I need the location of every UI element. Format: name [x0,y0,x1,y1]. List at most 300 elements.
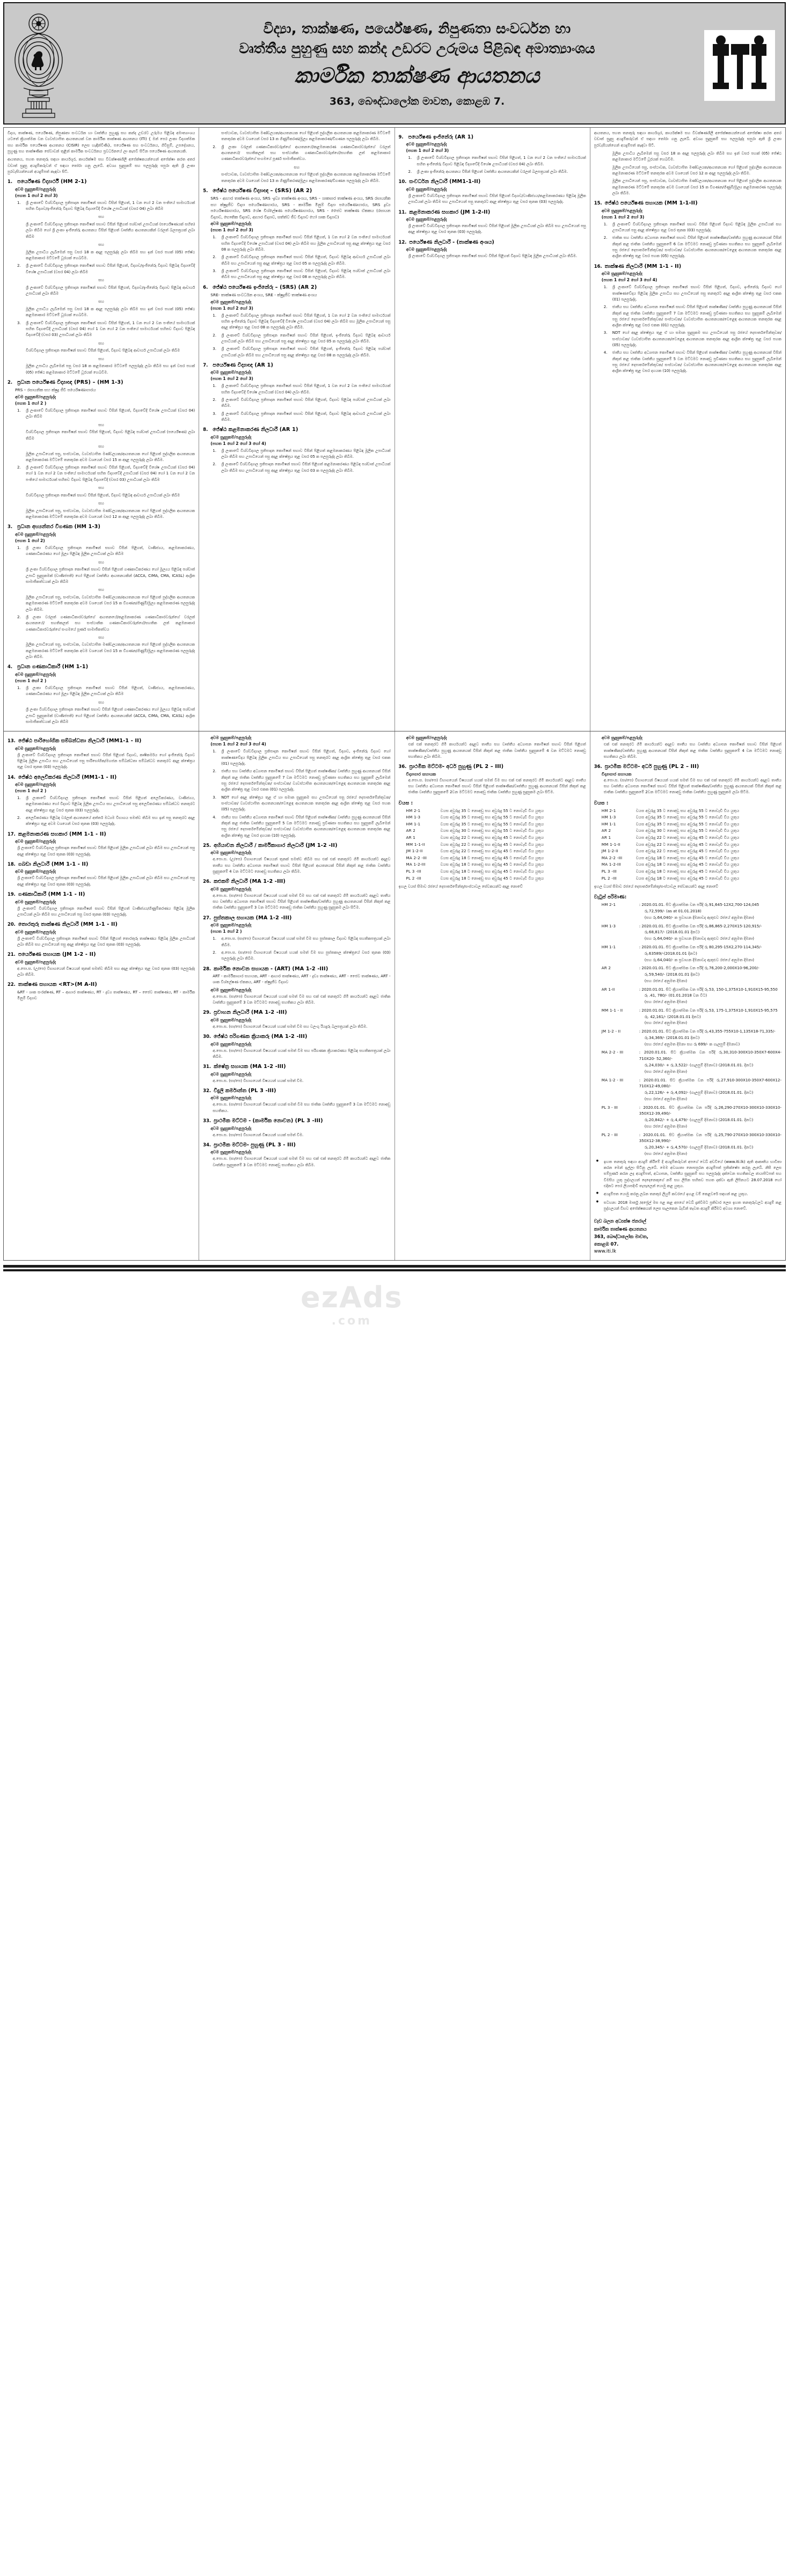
qualification-label: අවම සුදුසුකම්/පළපුරුද්ද [601,735,642,741]
age-row: HM 1-3 වයස අවුරුදු 35 ට නොඅඩු සහ අවුරුදු 55 ට නොවැඩි විය යුතුය [406,815,544,820]
qualification-text: ශ්‍රී ලංකාවේ විශ්වවිද්‍යාල ප්‍රතිපාදන කොමිෂන් සභාව විසින් පිළිගත් මූලික උපාධියක් ලබා තිබීම සහ උපාධියෙන් පසු අදාළ ක්ෂේත්‍රය තුළ වසර තුනක (03) පලපුරුද්ද. [408,224,586,235]
job-heading [399,209,586,216]
list-item: 2. ශ්‍රී ලංකා ඉංජිනේරු ආයතනය විසින් පිළිගත් වෘත්තීය ආයතනයකින් වරලත් බලපත්‍රයක් ලබා තිබීම. [408,170,568,174]
qualification-label: අවම සුදුසුකම්/පළපුරුද්ද [210,886,252,891]
job-title: කළමනාකරණ සහකාර (JM 1-2-II) [409,209,491,215]
footer-bar-3 [3,1269,786,1271]
qualification-text: ART - කාර්මිකාගාර සහායක, ART - ආහාර තාක්ෂණය, ART - ද්‍රව්‍ය තාක්ෂණය, ART - ජෛව තාක්ෂණය, ART - ශාක විශ්ලේෂණ ඒකකය, ART - ක්ෂුද්‍රජීව විද්‍යාව [213,974,391,985]
job-number: 20. [8,921,16,927]
qualification-label: අවම සුදුසුකම්/පළපුරුද්ද [210,1125,252,1131]
job-heading [203,362,390,369]
qualification-text: අ.පො.ස. (සා/පෙ) විභාගයෙන් විෂයයන් හයක් සමත් වීම සහ එක් එක් තනතුරට ගිමි කාර්යයන්ට අදාළව ජාතික වෘත්තීය සුදුසුකමේ 3 වන මට්ටමට නොඅඩු සහතිකය ලබා තිබීම. [213,994,391,1005]
list-item: 2. ශ්‍රී ලංකා වරලත් ගණකාධිකාරවරුන්ගේ ආයතනයේ/කළමනාකරණ ගණකාධිකාරවරුන්ගේ වරලත් ආයතනයේ/ සහතිකලත් සහ සංස්ථානික ගණකාධිකාරවරුන්ගේ/සහතික ලත් කළමනාකාර ගණකාධිකාරවරුන්ගේ සංගමයේ පූර්ණ සාමාජිකත්වය. [213,144,391,162]
salary-table [602,902,781,1157]
job-number: 15. [594,200,602,206]
list-item-alt: සහ විශ්වවිද්‍යාල ප්‍රතිපාදන කොමිෂන් සභාව විසින් පිළිගත්, විද්‍යාව පිළිබඳ ආචාර්ය උපාධියක් ලබා තිබීම සහ මූලික උපාධිය ලැබීමෙන් පසු වසර 18 ක කළමනාකාර මට්ටමේ පලපුරුද්ද ලබා තිබීම සහ ඉන් වසර පහක් (05) ජේෂ්ඨ කළමනාකාර මට්ටමේ ධූරයක් හෙබවීම. [26,340,195,375]
option-line: (පහත 1 හෝ 2 හෝ 3 හෝ 4) [601,277,658,283]
qualification-text: එක් එක් තනතුරට ගිමි කාර්යයන්ට අදාළව තාතීය සහ වෘත්තීය අධ්‍යාපන කොමිෂන් සභාව විසින් පිළිගත් තාක්ෂණික/වෘත්තීය පුහුණු ආයතනයක් විසින් නිකුත් කළ ජාතික වෘත්තීය සුදුසුකමේ 4 වන මට්ටමට නොඅඩු සහතිකය ලබා තිබීම. [603,742,781,759]
job-title: තාක්ෂණ සහායක <RT>(M A-II) [18,982,98,988]
qualification-text: ශ්‍රී ලංකාවේ විශ්වවිද්‍යාල ප්‍රතිපාදන කොමිෂන් සභාව විසින් පිළිගත් විද්‍යාව, කෘෂිකර්මය හෝ ඉංජිනේරු විද්‍යාව පිළිබඳ මූලික උපාධිය සහ උපාධියෙන් පසු පාරිභෝගික/මහජන සම්බන්ධතා සම්බන්ධව තනතුරට අදාළ ක්ෂේත්‍රය තුළ වසර තුනක (03) පලපුරුද්ද. [17,752,195,770]
list-item: 4. ජාතීය සහ වෘත්තීය අධ්‍යාපන කොමිෂන් සභාව විසින් පිළිගත් තාක්ෂණික/ වෘත්තීය පුහුණු ආයතනයක් විසින් නිකුත් කළ ජාතික වෘත්තීය සුදුසුකමේ 5 වන මට්ටමට නොඅඩු ප්‍රවීණතා සහතිකය සහ සුදුසුකම් ලැබීමෙන් පසු රජයේ දෙපාර්තමේන්තුවක/ සංස්ථාවක/ ව්‍යවස්ථාපිත ආයතනයක/වෙළෙඳ ආයතනයක තනතුරක අදාළ ආශ්‍රිත ක්ෂේත්‍ර තුළ වසර දහයක (10) පලපුරුද්ද. [213,815,391,838]
institute-name: කාර්මික තාක්ෂණ ආයතනය [294,63,540,88]
list-item: 1. ශ්‍රී ලංකා විශ්වවිද්‍යාල ප්‍රතිපාදන කොමිෂන් සභාව විසින් පිළිගත්, වාණිජ්‍යය, කළමනාකරණය, ගණකාධිකරණය හෝ මූල්‍ය පිළිබඳ මූලික උපාධියක් ලබා තිබීම [17,685,195,697]
job-heading [203,1118,390,1124]
qualification-text: එක් එක් තනතුරට ගිමි කාර්යයන්ට අදාළව තාතීය සහ වෘත්තීය අධ්‍යාපන කොමිෂන් සභාව විසින් පිළිගත් තාක්ෂණික/වෘත්තීය පුහුණු ආයතනයක් විසින් නිකුත් කළ ජාතික වෘත්තීය සුදුසුකමේ 4 වන මට්ටමට නොඅඩු සහතිකය ලබා තිබීම. [408,742,586,759]
salary-row: PL 2 - III : 2020.01.01. සිට ක්‍රියාත්මක වන පරිදි රු.25,790-270X10-300X10-330X10-350X12-38,990/- රු.20,345/- + රු.4,570/- (ගැලපුම් දීමනාව) (2018.01.01. දිනට) (සහ රජයේ අනුමත දීමනා) [601,1132,781,1156]
job-title: විදුලි කර්මාන්ත (PL 3 -III) [214,1088,276,1094]
job-heading [8,179,195,185]
list-item: ● අයදුම්පත යොමු කරනු ලබන තනතුර ලියුම් කවරයේ ඉහළ වම් කෙළවරේ සඳහන් කළ යුතුය. [594,1191,781,1197]
job-number: 25. [203,842,211,848]
content-band-bottom [3,731,786,1261]
job-heading [8,664,195,670]
list-item: 1. ශ්‍රී ලංකා විශ්වවිද්‍යාල ප්‍රතිපාදන කොමිෂන් සභාව විසින් පිළිගත්, වාණිජ්‍යය, කළමනාකරණය, ගණකාධිකරණය හෝ මූල්‍ය පිළිබඳ මූලික උපාධියක් ලබා තිබීම [17,545,195,557]
job-heading [203,1064,390,1070]
job-heading [203,188,390,194]
job-title: පර්යේෂණ සහායක (JM 1-2 - II) [18,952,96,958]
watermark: ezAds .com [301,1280,403,1328]
qualification-label: අවම සුදුසුකම්/පළපුරුද්ද [210,735,252,741]
list-item: 3. ශ්‍රී ලංකාවේ විශ්වවිද්‍යාල ප්‍රතිපාදන කොමිෂන් සභාව විසින් පිළිගත්, විද්‍යාව පිළිබඳ පශ්චාත් උපාධියක් ලබා තිබීම සහ උපාධියෙන් පසු අදාළ ක්ෂේත්‍රය තුළ වසර 08 ක පලපුරුද්ද ලබා තිබීම. [213,268,391,280]
job-title: පර්යේෂණ විද්‍යාර්ථී (HM 2-1) [17,179,87,185]
qualification-label: අවම සුදුසුකම්/පළපුරුද්ද [210,923,252,928]
qualification-label: අවම සුදුසුකම්/පළපුරුද්ද [210,987,252,992]
job-number: 19. [8,891,16,897]
job-title: තාක්ෂණ නිලධාරී (MM 1-1 - II) [604,263,682,269]
job-title: පුස්තකාල සහායක (MA 1-2 -III) [214,914,292,921]
job-title: ප්‍රවාහන නිලධාරී (MA 1-2 -III) [214,1009,287,1016]
list-item: ● සටහන: 2018 මාර්තු /අප්‍රේල් මස පළ කළ අපගේ වෙබ් දැන්වීමට ප්‍රතිචාර ලෙස ඉහත තනතුරුවලට අයදුම් කළ පුද්ගලයන් විභව අපේක්ෂකයන් ලෙස සැලකෙන බැවින් තැවත අයදුම් කිරීමට අවශ්‍ය නොවේ. [594,1200,781,1212]
continuation-note: ආයතනය, පහත තනතුරු සඳහා කාර්යශූර, කාර්යක්ෂම සහ විවක්ෂණශීලී අපේක්ෂකයන්ගෙන් අපේක්ෂා කරත අතර වඩාත් සුදුසු අයදුම්කරුවන් ඒ සඳහා තෝරා ගනු ලැබේ. අවශ්‍ය සුදුසුකම් සහ පලපුරුද්ද සපුරා ඇති ශ්‍රී ලංකා පුරවැසියන්ගෙන් අයදුම්පත් කැඳවා සිටී. [594,131,781,148]
intro-paragraph-1: විද්‍යා, තාක්ෂණ, පර්යේෂණ, නිපුණතා සංවර්ධන හා වෘත්තීය පුහුණු සහ කන්ද උඩරට උරුමය පිළිබඳ අමාත්‍යාංශය යටතේ ක්‍රියාත්මක වන ව්‍යවස්ථාපිත ආයතනයක් වන කාර්මික තාක්ෂණ ආයතනය (ITI) { මන් පෙර ලංකා විද්‍යාත්මක සහ කාර්මික පර්යේෂණ ආයතනය (CISIR) ලෙස හැඳින්විණි}, පර්යේෂණ සහ සංවර්ධනය, ගිවිසුම්, උපදේශනය, පුහුණු සහ තාක්ෂණික සේවාවන් තුළින් කාර්මික සංවර්ධනය ප්‍රවර්ධනයේ ලා කැපවී සිටින පර්යේෂණ ආයතනයකි. [8,131,195,153]
column-3-bottom [395,731,590,1260]
job-number: 5. [203,187,208,193]
list-item: 2. ශ්‍රී ලංකාවේ විශ්වවිද්‍යාල ප්‍රතිපාදන කොමිෂන් සභාව විසින් පිළිගත්, ඉංජිනේරු විද්‍යාව පිළිබඳ ආචාර්ය උපාධියක් ලබා තිබීම සහ උපාධියෙන් පසු අදාළ ක්ෂේත්‍රය තුළ වසර 05 ක පලපුරුද්ද ලබා තිබීම. [213,333,391,343]
age-row: HM 1-3 වයස අවුරුදු 35 ට නොඅඩු සහ අවුරුදු 55 ට නොවැඩි විය යුතුය [601,815,740,820]
option-line: (පහත 1 හෝ 2 ) [15,400,47,406]
age-row: PL 3 -III වයස අවුරුදු 18 ට නොඅඩු සහ අවුරුදු 45 ට නොවැඩි විය යුතුය [601,869,740,874]
qualification-list [203,383,390,423]
job-title: ගණකාධිකාරී (MM 1-1 - II) [18,891,85,898]
job-heading [8,379,195,386]
job-number: 21. [8,952,16,957]
list-item: 2. ජාතීය සහ වෘත්තීය අධ්‍යාපන කොමිෂන් සභාව විසින් පිළිගත් තාක්ෂණික/ වෘත්තීය පුහුණු ආයතනයක් විසින් නිකුත් කළ ජාතික වෘත්තීය සුදුසුකමේ 7 වන මට්ටමට නොඅඩු ප්‍රවීණතා සහතිකය සහ සුදුසුකම් ලැබීමෙන් පසු රජයේ දෙපාර්තමේන්තුවක/ සංස්ථාවක/ ව්‍යවස්ථාපිත ආයතනයක/වෙළෙඳ ආයතනයක තනතුරක අදාළ ආශ්‍රිත ක්ෂේත්‍ර තුළ වසර එකක (01) පලපුරුද්ද. [603,305,781,328]
job-title: ජේෂ්ඨ අලෙවිකරණ නිලධාරී (MM1-1 - II) [18,774,117,780]
qualification-list [203,313,390,358]
list-item-alt: සහ සංස්ථාවක, ව්‍යවස්ථාපිත මණ්ඩලයක/ආයතනයක හෝ පිළිගත් පුද්ගලික ආයතනයක කළමනාකරණ මට්ටමේ තනතුරක අවම වශයෙන් වසර 13 ක ගිණුම්කරණ/මූල්‍ය කළමනාකරණ/විගණන පලපුරුද්ද ලබා තිබීම. [221,164,391,183]
job-number: 32. [203,1088,211,1094]
list-item: 2. ජාතික සහ වෘත්තීය අධ්‍යාපන කොමිෂන් සභාව විසින් පිළිගත් තාක්ෂණික/වෘත්තීය පුහුණු ආයතනයක් විසින් නිකුත් කළ ජාතික වෘත්තීය සුදුසුකමේ 6 වන මට්ටමට නොඅඩු ප්‍රවීණතා සහතිකය සහ සුදුසුකම් ලැබීමෙන් පසු රජයේ දෙපාර්තමේන්තුවක/ සංස්ථාවක/ ව්‍යවස්ථාපිත ආයතනයක/වෙළෙඳ ආයතනයක තනතුරක අදාළ ආශ්‍රිත ක්ෂේත්‍ර තුළ වසර පහක (05) පලපුරුද්ද. [603,236,781,259]
age-row: MA 2-2 -III වයස අවුරුදු 18 ට නොඅඩු සහ අවුරුදු 45 ට නොවැඩි විය යුතුය [601,855,740,860]
job-heading [203,284,390,291]
job-number: 36. [594,764,602,770]
job-number: 7. [203,362,208,368]
job-number: 12. [398,239,407,245]
list-item: 4. ජාතීය සහ වෘත්තීය අධ්‍යාපන කොමිෂන් සභාව විසින් පිළිගත් තාක්ෂණික/ වෘත්තීය පුහුණු ආයතනයක් විසින් නිකුත් කළ ජාතික වෘත්තීය සුදුසුකමේ 5 වන මට්ටමට නොඅඩු ප්‍රවීණතා සහතිකය සහ සුදුසුකම් ලැබීමෙන් පසු රජයේ දෙපාර්තමේන්තුවක/ සංස්ථාවක/ ව්‍යවස්ථාපිත ආයතනයක/වෙළෙඳ ආයතනයක තනතුරක අදාළ ආශ්‍රිත ක්ෂේත්‍ර තුළ වසර දහයක (10) පලපුරුද්ද. [603,350,781,374]
age-row: HM 1-1 වයස අවුරුදු 35 ට නොඅඩු සහ අවුරුදු 55 ට නොවැඩි විය යුතුය [601,821,740,826]
age-row: AR 2 වයස අවුරුදු 30 ට නොඅඩු සහ අවුරුදු 55 ට නොවැඩි විය යුතුය [406,828,544,833]
signoff-block [594,1217,781,1256]
age-heading: වයස : [594,800,609,806]
list-item: 3. ශ්‍රී ලංකාවේ විශ්වවිද්‍යාල ප්‍රතිපාදන කොමිෂන් සභාව විසින් පිළිගත්, ඉංජිනේරු විද්‍යාව පිළිබඳ පශ්චාත් උපාධියක් ලබා තිබීම සහ උපාධියෙන් පසු අදාළ ක්ෂේත්‍රය තුළ වසර 08 ක පලපුරුද්ද ලබා තිබීම. [213,347,391,357]
job-title: ප්‍රධාන අභ්‍යන්තර විගණක (HM 1-3) [17,524,101,530]
list-item: ● ඉහත තනතුරු සඳහා අයදුම් කිරීමේ දී අයදුම්කරුවන් අපගේ වෙබ් අඩවියේ (www.iti.lk) ඇති ආකෘතිය භාවිතා කරන මෙන් ඉල්ලා සිටිනු ලැබේ. මෙම අවශ්‍යතා නොසපුරන අයදුම්පත් ප්‍රතික්ෂේප කරනු ලැබේ. නිසි ලෙස සම්පූර්ණ කරන ලද අයදුම්පත්, අධ්‍යාපන, වෘත්තීය සුදුසුකම් සහ පලපුරුද්ද දක්වෙන සහතිකවල ඡායාපිටපත් සහ විමසිය යුතු පුද්ගලයන් දෙදෙනෙකුගේ නම් සහ ලිපින සහිතව පහත දක්වා ඇති ලිපිනයට 28.07.2018 හෝ එදිනට පෙර ලියාපදිංචි තැපෑලෙන් යොමු කළ යුතුය. [594,1159,781,1190]
column-1 [4,128,199,731]
qualification-label: අවම සුදුසුකම්/පළපුරුද්ද [15,782,56,787]
age-row: MA 1-2-III වයස අවුරුදු 18 ට නොඅඩු සහ අවුරුදු 45 ට නොවැඩි විය යුතුය [406,862,544,867]
signoff-institute: කාර්මික තාක්ෂණ ආයතනය [594,1226,647,1232]
option-line: (පහත 1 හෝ 2 ) [15,788,47,794]
iti-logo-icon [704,30,775,101]
qualification-label: අවම සුදුසුකම්/පළපුරුද්ද [210,1095,252,1101]
qualification-label: අවම සුදුසුකම්/පළපුරුද්ද [210,1150,252,1155]
job-title: පර්යේෂණ නිලධාරී - (තාක්ෂණ අංශය) [409,239,494,245]
qualification-label: අවම සුදුසුකම්/පළපුරුද්ද [210,434,252,440]
job-heading [203,843,390,849]
age-heading: වයස : [398,800,413,806]
list-item: 3. ශ්‍රී ලංකාවේ විශ්වවිද්‍යාල ප්‍රතිපාදන කොමිෂන් සභාව විසින් පිළිගත්, 1 වන හෝ 2 වන පංතියේ සාමාර්ථයක් සහිත විද්‍යාවේදී උපාධියක් (වසර 04) හෝ 1 වන හෝ 2 වන පංතියේ සාමාර්ථයක් සහිතව විද්‍යාව පිළිබඳ විද්‍යාවේදී (වසර 03) උපාධියක් ලබා තිබීම [17,320,195,338]
job-heading [594,200,781,207]
job-heading [594,264,781,270]
job-number: 22. [8,982,16,987]
job-title: ජේෂ්ඨ කළමනාකරණ නිලධාරී (AR 1) [213,427,298,433]
continuation-note-3: මූලික උපාධියෙන් පසු, සංස්ථාවක, ව්‍යවස්ථාපිත මණ්ඩලයක/ආයතනයක හෝ පිළිගත් පුද්ගලික ආයතනයක කළමනාකරණ මට්ටමේ තනතුරක අවම වශයෙන් වසර 12 ක අදාළ පලපුරුද්ද ලබා තිබීම. [612,165,781,175]
signoff-street: 363, බෞද්ධාලෝක මාවත, [594,1233,648,1239]
salary-row: MA 1-2 - III : 2020.01.01. සිට ක්‍රියාත්මක වන පරිදි රු.27,910-300X10-350X7-600X12-710X12-49,080/- රු.22,126/- + රු.4,092/- (ගැලපුම් දීමනාව) (2018.01.01. දිනට) (සහ රජයේ අනුමත දීමනා) [601,1077,781,1101]
list-item: 1. ශ්‍රී ලංකාවේ විශ්වවිද්‍යාල ප්‍රතිපාදන කොමිෂන් සභාව විසින් පිළිගත් කළමනාකරණය පිළිබඳ මූලික උපාධියක් ලබා තිබීම සහ උපාධියෙන් පසු අදාළ ක්ෂේත්‍රය තුළ වසර 05 ක පලපුරුද්ද ලබා තිබීම. [213,448,391,459]
job-number: 6. [203,284,208,290]
qualification-label: අවම සුදුසුකම්/පළපුරුද්ද [210,370,252,375]
option-line: (පහත 1 හෝ 2 හෝ 3) [210,376,253,382]
age-table [406,808,586,882]
salary-heading: වැටුප් පරිමාණ: [594,894,627,901]
qualification-label: අවම සුදුසුකම්/පළපුරුද්ද [210,1071,252,1077]
job-number: 4. [8,664,13,670]
salary-row: PL 3 - III : 2020.01.01. සිට ක්‍රියාත්මක වන පරිදි රු.26,290-270X10-300X10-330X10-350X12-39,490/- රු.20,842/- + රු.4,479/- (ගැලපුම් දීමනාව) (2018.01.01. දිනට) (සහ රජයේ අනුමත දීමනා) [601,1104,781,1129]
job-number: 18. [8,861,16,867]
qualification-text: ශ්‍රී ලංකාවේ විශ්වවිද්‍යාල ප්‍රතිපාදන කොමිෂන් සභාව විසින් පිළිගත් මූලික උපාධියක් ලබා තිබීම සහ උපාධියෙන් පසු අදාළ ක්ෂේත්‍රය තුළ වසර තුනක (03) පලපුරුද්ද. [17,846,195,857]
job-heading [8,774,195,781]
job-number: 3. [8,524,13,530]
list-item-alt: සහ ශ්‍රී ලංකාවේ විශ්වවිද්‍යාල ප්‍රතිපාදන කොමිෂන් සභාව විසින් පිළිගත්, විද්‍යාව/ඉංජිනේරු විද්‍යාව පිළිබඳ ආචාර්ය උපාධියක් ලබා තිබීම සහ මූලික උපාධිය ලැබීමෙන් පසු වසර 18 ක අදාළ පලපුරුද්ද ලබා තිබීම සහ ඉන් වසර පහක් (05) ජේෂ්ඨ කළමනාකාර මට්ටමේ ධූරයක් හෙබවීම. [26,277,195,318]
job-heading [8,524,195,530]
job-title: ප්‍රාථමික මට්ටම- පුහුණු (PL 3 - III) [214,1141,296,1148]
job-title: ප්‍රධාන ගණකාධිකාරී (HM 1-1) [17,664,89,670]
job-number: 1. [8,179,13,185]
job-number: 27. [203,914,211,920]
job-title: ප්‍රධාන පර්යේෂණ විද්‍යාඥ (PRS) – (HM 1-3) [17,379,123,385]
job-title: සංවර්ධන නිලධාරී (MM1-1-II) [409,179,481,185]
job-title: ප්‍රාථමික මට්ටම - (කාර්මික නොවන) (PL 3 -III) [214,1118,323,1124]
option-line: (පහත 1 හෝ 2 හෝ 3 හෝ 4) [210,742,266,747]
job-heading [399,239,586,246]
age-row: PL 2 -III වයස අවුරුදු 18 ට නොඅඩු සහ අවුරුදු 45 ට නොවැඩි විය යුතුය [406,875,544,881]
list-item: 1. ශ්‍රී ලංකාවේ විශ්වවිද්‍යාල ප්‍රතිපාදන කොමිෂන් සභාව විසින් පිළිගත් අලෙවිකරණය, වාණිජ්‍යය, කළමනාකරණය හෝ විද්‍යාව පිළිබඳ මූලික උපාධිය සහ උපාධියෙන් පසු අලෙවිකරණය සම්බන්ධව තනතුරට අදාළ ක්ෂේත්‍රය තුළ වසර තුනක (03) පලපුරුද්ද. [17,796,195,813]
content-band-top [3,127,786,731]
qualification-list [203,749,390,839]
job-number: 36. [398,764,407,770]
job-title: අභියාචන නිලධාරී / කාර්මිකාගාර නිලධාරී (JM 1-2 -II) [214,842,338,848]
qualification-list [8,795,195,828]
qualification-label: අවම සුදුසුකම්/පළපුරුද්ද [15,899,56,904]
salary-row: JM 1-2 - II : 2020.01.01. සිට ක්‍රියාත්මක වන පරිදි රු.43,355-755X10-1,135X18-71,335/- රු.34,369/- (2018.01.01 දිනට) (සහ රජයේ අනුමත දීමනා සහ රු 699/- ක ගැලපුම් දීමනාව) [601,1029,776,1046]
option-line: (පහත 1 හෝ 2 හෝ 3) [406,148,449,153]
option-line: (පහත 1 හෝ 2 ) [15,678,47,683]
list-item: 2. ශ්‍රී ලංකාවේ විශ්වවිද්‍යාල ප්‍රතිපාදන කොමිෂන් සභාව විසින් පිළිගත්, විද්‍යාව/ඉංජිනේරු විද්‍යාව පිළිබඳ විද්‍යාවේදී විශේෂ උපාධියක් (වසර 04) ලබා තිබීම [17,264,195,274]
job-heading [594,764,781,770]
job-subtitle: PRS – රසායනික සහ ක්ෂුද්‍ර ජීවී පර්යේෂණාගාරය [15,387,96,393]
qualification-list [8,200,195,376]
age-row: MM 1-1-II වයස අවුරුදු 22 ට නොඅඩු සහ අවුරුදු 45 ට නොවැඩි විය යුතුය [601,841,740,847]
carryover-text: සංස්ථාවක, ව්‍යවස්ථාපිත මණ්ඩලයක/ආයතනයක හෝ පිළිගත් පුද්ගලික ආයතනයක කළමනාකරණ මට්ටමේ තනතුරක අවම වශයෙන් වසර 13 ක ගිණුම්කරණ/මූල්‍ය කළමනාකරණ/විගණන පලපුරුද්ද ලබා තිබීම. [221,131,391,142]
job-heading [8,982,195,988]
salary-row: HM 1-3 : 2020.01.01. සිට ක්‍රියාත්මක වන පරිදි රු.86,865-2,270X15-120,915/- රු.68,817/- (2018.01.01 දිනට) (සහ රු.64,040/- ක ප්‍රවාහන දීමනාවද ඇතුළුව රජයේ අනුමත දීමනා) [601,923,762,941]
qualification-label: අවම සුදුසුකම්/පළපුරුද්ද [406,186,447,192]
salary-row: MA 2-2 - III : 2020.01.01. සිට ක්‍රියාත්මක වන පරිදි රු.30,310-300X10-350X7-600X4-710X20- 52,360/- රු.24,030/- + රු.3,522/- (ගැලපුම් දීමනාව) (2018.01.01. දිනට) (සහ රජයේ අනුමත දීමනා) [601,1050,781,1074]
qualification-label: අවම සුදුසුකම්/පළපුරුද්ද [15,929,56,934]
signoff-city: කොළඹ 07. [594,1241,619,1247]
list-item: 3. NDT හෝ අදාළ ක්ෂේත්‍රය තුළ ඒ හා සමාන සුදුසුකම සහ උපාධියෙන් පසු රජයේ දෙපාර්තමේන්තුවක/ සංස්ථාවක/ ව්‍යවස්ථාපිත ආයතනයක/වෙළෙඳ ආයතනයක තනතුරක අදාළ ආශ්‍රිත ක්ෂේත්‍ර තුළ වසර පහක (05) පලපුරුද්ද. [603,331,781,348]
age-row: HM 2-1 වයස අවුරුදු 35 ට නොඅඩු සහ අවුරුදු 55 ට නොවැඩි විය යුතුය [601,808,740,813]
column-4-bottom [590,731,785,1260]
job-number: 34. [203,1141,211,1147]
option-line: (පහත 1 හෝ 2 හෝ 3 හෝ 4) [210,441,266,446]
qualification-text: ශ්‍රී ලංකාවේ විශ්වවිද්‍යාල ප්‍රතිපාදන කොමිෂන් සභාව විසින් පිළිගත් තොරතුරු තාක්ෂණය පිළිබඳ මූලික උපාධියක් ලබා තිබීම සහ උපාධියෙන් පසු අදාළ ක්ෂේත්‍රය තුළ වසර තුනක (03) පලපුරුද්ද. [17,936,195,947]
qualification-list [203,448,390,474]
qualification-text: ශ්‍රී ලංකාවේ විශ්වවිද්‍යාල ප්‍රතිපාදන කොමිෂන් සභාව විසින් පිළිගත් වාණිජ්‍යය/ගිණුම්කරණය පිළිබඳ මූලික උපාධියක් ලබා තිබීම සහ උපාධියෙන් පසු වසර තුනක (03) පලපුරුද්ද. [17,906,195,917]
job-title: කළුකම් නිලධාරී (MA 1-2 -III) [214,879,286,885]
qualification-label: අවම සුදුසුකම්/පළපුරුද්ද [15,745,56,751]
age-row: PL 2 -III වයස අවුරුදු 18 ට නොඅඩු සහ අවුරුදු 45 ට නොවැඩි විය යුතුය [601,875,740,881]
job-heading [399,179,586,185]
list-item: 1. ශ්‍රී ලංකාවේ විශ්වවිද්‍යාල ප්‍රතිපාදන කොමිෂන් සභාව විසින් පිළිගත්, 1 වන හෝ 2 වන පංතියේ සාමාර්ථයක් සහිත විද්‍යාවේදී විශේෂ උපාධියක් (වසර 04) ලබා තිබීම සහ මූලික උපාධියෙන් පසු අදාළ ක්ෂේත්‍රය තුළ වසර 08 ක පලපුරුද්ද ලබා තිබීම. [213,235,391,252]
qualification-label: අවම සුදුසුකම්/පළපුරුද්ද [15,671,56,677]
qualification-list [8,545,195,661]
option-line: (පහත 1 හෝ 2 හෝ 3) [15,193,58,198]
masthead-text [68,19,779,107]
job-number: 10. [398,179,407,185]
job-number: 33. [203,1118,211,1124]
job-heading [203,1009,390,1016]
age-row: MA 1-2-III වයස අවුරුදු 18 ට නොඅඩු සහ අවුරුදු 45 ට නොවැඩි විය යුතුය [601,862,740,867]
age-row: AR 1 වයස අවුරුදු 22 ට නොඅඩු සහ අවුරුදු 45 ට නොවැඩි විය යුතුය [601,835,740,840]
list-item: 1. ශ්‍රී ලංකාවේ විශ්වවිද්‍යාල ප්‍රතිපාදන කොමිෂන් සභාව විසින් පිළිගත්, විද්‍යාව, ඉංජිනේරු විද්‍යාව හෝ තාක්ෂණවේදය පිළිබඳ මූලික උපාධිය සහ උපාධියෙන් පසු තනතුරට අදාළ ආශ්‍රිත ක්ෂේත්‍ර තුළ වසර එකක (01) පලපුරුද්ද. [213,749,391,766]
qualification-label: අවම සුදුසුකම්/පළපුරුද්ද [601,271,642,276]
list-item: 2. ජාතීය සහ වෘත්තීය අධ්‍යාපන කොමිෂන් සභාව විසින් පිළිගත් තාක්ෂණික/ වෘත්තීය පුහුණු ආයතනයක් විසින් නිකුත් කළ ජාතික වෘත්තීය සුදුසුකමේ 7 වන මට්ටමට නොඅඩු ප්‍රවීණතා සහතිකය සහ සුදුසුකම් ලැබීමෙන් පසු රජයේ දෙපාර්තමේන්තුවක/ සංස්ථාවක/ ව්‍යවස්ථාපිත ආයතනයක/වෙළෙඳ ආයතනයක තනතුරක අදාළ ආශ්‍රිත ක්ෂේත්‍ර තුළ වසර එකක (01) පලපුරුද්ද. [213,769,391,792]
continuation-note-2: මූලික උපාධිය ලැබීමෙන් පසු වසර 18 ක අදාළ පලපුරුද්ද ලබා තිබීම සහ ඉන් වසර පහක් (05) ජේෂ්ඨ කළමනාකාර මට්ටමේ ධූරයක් හෙබවීම. [612,151,781,162]
signoff-title: වැඩ බලන අධ්‍යක්ෂ ජනරාල් [594,1218,646,1224]
job-heading [8,738,195,744]
qualification-label: අවම සුදුසුකම්/පළපුරුද්ද [210,1041,252,1046]
job-heading [399,134,586,141]
list-item: 2. ශ්‍රී ලංකාවේ විශ්වවිද්‍යාල ප්‍රතිපාදන කොමිෂන් සභාව විසින් පිළිගත්, විද්‍යාව පිළිබඳ පශ්චාත් උපාධියක් ලබා තිබීම. [213,397,391,408]
list-item: 1. අ.පො.ස. (සා/පෙ) විභාගයෙන් විෂයයන් හයක් සමත් වීම සහ පුස්තකාල විද්‍යාව පිළිබඳ සහතිකපත්‍රයක් ලබා තිබීම. [213,936,391,947]
qualification-text: අ.පො.ස. (සා/පෙ) විභාගයෙන් විෂයයන් හයක් සමත් වීම. [213,1078,304,1083]
job-heading [8,861,195,868]
option-line: (පහත 1 හෝ 2 හෝ 3) [601,214,645,219]
ministry-line-2: වෘත්තීය පුහුණු සහ කන්ද උඩරට උරුමය පිළිබඳ අමාත්‍යාංශය [239,40,595,57]
list-item-alt: සහ මූලික උපාධියෙන් පසු, සංස්ථාවක, ව්‍යවස්ථාපිත මණ්ඩලයක/ආයතනයක හෝ පිළිගත් පුද්ගලික ආයතනයක කළමනාකරණ මට්ටමේ තනතුරක අවම වශයෙන් වසර 15 ක විගණන/ගිණුම්/මූල්‍ය කළමනාකරණ පලපුරුද්ද ලබා තිබීම. [26,634,195,660]
qualification-label: අවම සුදුසුකම්/පළපුරුද්ද [210,299,252,304]
job-subtitle: විද්‍යාගාර සහායක [601,771,632,777]
job-title: ජේෂ්ඨ පරිගණක ක්‍රියාකරු (MA 1-2 -III) [214,1034,308,1040]
age-footnote: ඉහල වයස් සීමාව රජයේ දෙපාර්තමේන්තු/සංස්ථාවල සේවකයන්ට අදාළ නොවේ [398,884,523,889]
salary-row: AR 1-II : 2020.01.01. සිට ක්‍රියාත්මක වන පරිදි රු.53, 150-1,375X10-1,910X15-95,550 රු .41, 780/- (01.01.2018 වන විට) (සහ රජයේ අනුමත දීමනා) [601,986,778,1005]
salary-row: AR 2 : 2020.01.01. සිට ක්‍රියාත්මක වන පරිදි රු.76,200-2,000X10-96,200/- රු.59,540/- (2018.01.01 දිනට) (සහ රජයේ අනුමත දීමනා) [601,965,759,983]
age-row: MA 2-2 -III වයස අවුරුදු 18 ට නොඅඩු සහ අවුරුදු 45 ට නොවැඩි විය යුතුය [406,855,544,860]
age-row: AR 2 වයස අවුරුදු 30 ට නොඅඩු සහ අවුරුදු 55 ට නොවැඩි විය යුතුය [601,828,740,833]
qualification-label: අවම සුදුසුකම්/පළපුරුද්ද [406,735,447,741]
job-number: 14. [8,774,16,780]
intro-paragraph-2: ආයතනය, පහත තනතුරු සඳහා කාර්යශූර, කාර්යක්ෂම සහ විවක්ෂණශීලී අපේක්ෂකයන්ගෙන් අපේක්ෂා කරත අතර වඩාත් සුදුසු අයදුම්කරුවන් ඒ සඳහා තෝරා ගනු ලැබේ. අවශ්‍ය සුදුසුකම් සහ පලපුරුද්ද සපුරා ඇති ශ්‍රී ලංකා පුරවැසියන්ගෙන් අයදුම්පත් කැඳවා සිටී. [8,157,195,174]
continuation-note-4: මූලික උපාධියෙන් පසු, සංස්ථාවක, ව්‍යවස්ථාපිත මණ්ඩලයක/ආයතනයක හෝ පිළිගත් පුද්ගලික ආයතනයක කළමනාකරණ මට්ටමේ තනතුරක අවම වශයෙන් වසර 15 ක විගණන/ගිණුම්/මූල්‍ය කළමනාකරණ පලපුරුද්ද ලබා තිබීම. [612,179,781,195]
option-line: (පහත 1 හෝ 2 හෝ 3) [210,305,253,311]
job-number: 16. [594,263,602,269]
salary-row: MM 1-1 - II : 2020.01.01. සිට ක්‍රියාත්මක වන පරිදි රු.53, 175-1,375X10-1,910X15-95,575 රු. 42,161/- (2018.01.01 දිනට) (සහ රජයේ අනුමත දීමනා) [601,1007,778,1026]
list-item: 1. ශ්‍රී ලංකාවේ විශ්වවිද්‍යාල ප්‍රතිපාදන කොමිෂන් සභාව විසින් පිළිගත්, 1 වන හෝ 2 වන පංතියේ සාමාර්ථයක් සහිත ඉංජිනේරු විද්‍යාව පිළිබඳ විද්‍යාවේදී විශේෂ උපාධියක් (වසර 04) ලබා තිබීම සහ මූලික උපාධියෙන් පසු අදාළ ක්ෂේත්‍රය තුළ වසර 08 ක පලපුරුද්ද ලබා තිබීම. [213,313,391,330]
list-item: 3. ශ්‍රී ලංකාවේ විශ්වවිද්‍යාල ප්‍රතිපාදන කොමිෂන් සභාව විසින් පිළිගත්, විද්‍යාව පිළිබඳ ආචාර්ය උපාධියක් ලබා තිබීම. [213,411,391,422]
qualification-text: අ.පො.ස. (උ/පෙ) විභාගයෙන් විෂයයන් තුනක් සමත්ව තිබීම සහ එක් එක් තනතුරට ගිමි කාර්යයන්ට අදාළව තාතීය සහ වෘත්තීය අධ්‍යාපන කොමිෂන් සභාව විසින් පිළිගත් ආයතනයක් විසින් නිකුත් කළ ජාතික වෘත්තීය සුදුසුකමේ 4 වන මට්ටමට නොඅඩු සහතිකය ලබා තිබීම. [213,857,391,874]
ministry-line-1: විද්‍යා, තාක්ෂණ, පර්යේෂණ, නිපුණතා සංවර්ධන හා [263,20,571,37]
job-heading [8,952,195,958]
job-heading [8,921,195,928]
job-title: කාර්මික නොවන සහායක - (ART) (MA 1-2 -III) [214,965,328,972]
salary-row: HM 1-1 : 2020.01.01. සිට ක්‍රියාත්මක වන පරිදි රු 80,295-15X2,270-114,345/- රු.63589/-(2018.01.01 දිනට) (සහ රු.64,040/- ක ප්‍රවාහන දීමනාවද ඇතුළුව රජයේ අනුමත දීමනා) [601,944,762,962]
job-heading [8,831,195,838]
job-number: 8. [203,427,208,433]
qualification-label: අවම සුදුසුකම්/පළපුරුද්ද [210,850,252,855]
salary-row: HM 2-1 : 2020.01.01. සිට ක්‍රියාත්මක වන පරිදි රු.91,645-12X2,700-124,045 රු.72,599/- (as at 01.01.2018) (සහ රු.64,040/- ක ප්‍රවාහන දීමනාවද ඇතුළුව රජයේ අනුමත දීමනා) [601,902,759,920]
qualification-label: අවම සුදුසුකම්/පළපුරුද්ද [15,839,56,844]
qualification-label: අවම සුදුසුකම්/පළපුරුද්ද [406,217,447,222]
column-2 [199,128,394,731]
qualification-label: අවම සුදුසුකම්/පළපුරුද්ද [15,959,56,964]
job-title: ජේෂ්ඨ පර්යේෂණ සහායක (MM 1-1-II) [604,200,698,207]
qualification-text: ශ්‍රී ලංකාවේ විශ්වවිද්‍යාල ප්‍රතිපාදන කොමිෂන් සභාව විසින් පිළිගත් විද්‍යාව පිළිබඳ මූලික උපාධියක් ලබා තිබීම. [408,254,578,259]
job-number: 31. [203,1064,211,1070]
job-number: 11. [398,209,407,215]
how-to-apply-list [594,1159,781,1212]
qualification-label: අවම සුදුසුකම්/පළපුරුද්ද [601,208,642,213]
list-item: 1. ශ්‍රී ලංකාවේ විශ්වවිද්‍යාල ප්‍රතිපාදන කොමිෂන් සභාව විසින් පිළිගත්, 1 වන හෝ 2 වන පංතියේ සාමාර්ථයක් සහිත විද්‍යාවේදී විශේෂ උපාධියක් (වසර 04) ලබා තිබීම. [213,384,391,394]
qualification-text: ශ්‍රී ලංකාවේ විශ්වවිද්‍යාල ප්‍රතිපාදන කොමිෂන් සභාව විසින් පිළිගත් මූලික උපාධියක් ලබා තිබීම සහ උපාධියෙන් පසු අදාළ ක්ෂේත්‍රය තුළ වසර තුනක (03) පලපුරුද්ද. [17,876,195,887]
list-item-alt: සහ ශ්‍රී ලංකාවේ විශ්වවිද්‍යාල ප්‍රතිපාදන කොමිෂන් සභාව විසින් පිළිගත් පශ්චාත් උපාධියක් (පර්යේෂණයක් සහිත) ලබා තිබීම හෝ ශ්‍රී ලංකා ඉංජිනේරු ආයතනය විසින් පිළිගත් වෘත්තීය ආයතනයකින් වරලත් බලපත්‍රයක් ලබා තිබීම සහ මූලික උපාධිය ලැබීමෙන් පසු වසර 18 ක අදාළ පලපුරුද්ද ලබා තිබීම සහ ඉන් වසර පහක් (05) ජේෂ්ඨ කළමනාකාර මට්ටමේ ධූරයක් හෙබවීම. [26,214,195,261]
job-title: ජේෂ්ඨ පර්යේෂණ ඉංජිනේරු – (SRS) (AR 2) [213,284,317,290]
job-number: 30. [203,1034,211,1040]
column-1-bottom [4,731,199,1260]
column-2-bottom [199,731,394,1260]
qualification-text: අ.පො.ස. (උ/පෙ) විභාගයෙන් විෂයයන් තුනක් සමත්ව තිබීම සහ අදාළ ක්ෂේත්‍රය තුළ වසර තුනක (03) පලපුරුද්ද ලබා තිබීම. [17,966,195,977]
qualification-text: අ.පො.ස. (සා/පෙ) විභාගයෙන් විෂයයන් හයක් සමත් වීම. [213,1132,304,1137]
age-row: JM 1-2-II වයස අවුරුදු 22 ට නොඅඩු සහ අවුරුදු 45 ට නොවැඩි විය යුතුය [601,848,740,854]
age-row: MM 1-1-II වයස අවුරුදු 22 ට නොඅඩු සහ අවුරුදු 45 ට නොවැඩි විය යුතුය [406,841,544,847]
qualification-label: අවම සුදුසුකම්/පළපුරුද්ද [15,869,56,874]
institute-address: 363, බෞද්ධාලෝක මාවත, කොළඹ 7. [329,96,505,108]
qualification-list [203,936,390,962]
footer-bars [3,1265,786,1271]
job-title: කළමනාකරණ සහකාර (MM 1-1 - II) [18,831,106,837]
qualification-list [8,685,195,725]
list-item: 1. ශ්‍රී ලංකාවේ විශ්වවිද්‍යාල ප්‍රතිපාදන කොමිෂන් සභාව විසින් පිළිගත් විද්‍යාව පිළිබඳ මූලික උපාධියක් සහ උපාධියෙන් පසු අදාළ ක්ෂේත්‍රය තුළ වසර තුනක (03) පලපුරුද්ද. [603,222,781,233]
job-heading [203,966,390,972]
job-title: ජේෂ්ඨ පර්යේෂණ විද්‍යාඥ – (SRS) (AR 2) [213,187,312,194]
list-item: 2. ශ්‍රී ලංකාවේ විශ්වවිද්‍යාල ප්‍රතිපාදන කොමිෂන් සභාව විසින් පිළිගත්, විද්‍යාව පිළිබඳ ආචාර්ය උපාධියක් ලබා තිබීම සහ උපාධියෙන් පසු අදාළ ක්ෂේත්‍රය තුළ වසර 05 ක පලපුරුද්ද ලබා තිබීම. [213,255,391,266]
qualification-text: අ.පො.ස. (සා/පෙ) විභාගයෙන් විෂයයන් හයක් සමත් වීම සහ ජාතික වෘත්තීය සුදුසුකමේ 3 වන මට්ටමට නොඅඩු සහතිකය. [213,1102,391,1113]
job-title: ගබඩා නිලධාරී (MM 1-1 - II) [18,861,89,867]
job-subtitle: SRE- තාක්ෂණ සංවර්ධන අංශය, SRE - ක්ෂුද්‍රජීව තාක්ෂණ අංශය [210,292,317,298]
job-heading [203,879,390,885]
list-item: 1. ශ්‍රී ලංකාවේ විශ්වවිද්‍යාල ප්‍රතිපාදන කොමිෂන් සභාව විසින් පිළිගත්, 1 වන හෝ 2 වන පංතියේ සාමාර්ථයක් සහිත ඉංජිනේරු විද්‍යාව පිළිබඳ විද්‍යාවේදී විශේෂ උපාධියක් (වසර 04) ලබා තිබීම. [408,156,586,166]
option-line: (පහත 1 හෝ 2) [15,538,45,543]
job-heading [8,891,195,898]
qualification-label: අවම සුදුසුකම්/පළපුරුද්ද [210,1017,252,1022]
job-subtitle: SRS - ආහාර තාක්ෂණ අංශය, SRS -ද්‍රව්‍ය තාක්ෂණ අංශය, SRS – ශාකසාර තාක්ෂණ අංශය, SRS රසායනික සහ ක්ෂුද්‍රජීව විද්‍යා පර්යේෂණාගාරය, SRS - කාර්මික මිනුම් විද්‍යා පර්යේෂණාගාරය, SRS ද්‍රව්‍ය පර්යේෂණාගාරය, SRS ශේෂ විශ්ලේෂණ පර්යේෂණාගාරය, SRS - ජෛව තාක්ෂණ ඒකකය (රසායන විද්‍යාව, භෞතික විද්‍යාව, ආහාර විද්‍යාව, සත්ත්ව ජීව විද්‍යාව හෝ ශාක විද්‍යාව) [210,196,391,219]
qualification-text: අ.පො.ස. (සා/පෙ) විභාගයෙන් විෂයයන් හයක් සමත් වීම සහ එක් එක් තනතුරට ගිමි කාර්යයන්ට අදාළව තාතීය සහ වෘත්තීය අධ්‍යාපන කොමිෂන් සභාව විසින් පිළිගත් තාක්ෂණික/වෘත්තීය පුහුණු ආයතනයක් විසින් නිකුත් කළ ජාතික වෘත්තීය සුදුසුකමේ 3 වන මට්ටමට නොඅඩු ජාතික වෘත්තීය පුහුණු සුදුසුකම ලබා සිටීම. [213,893,391,910]
qualification-text: අ.පො.ස. (සා/පෙ) විභාගයෙන් විෂයයන් හයක් සමත් වීම සහ එක් එක් තනතුරට ගිමි කාර්යයන්ට අදාළව ජාතික වෘත්තීය සුදුසුකමේ 3 වන මට්ටමට නොඅඩු සහතිකය ලබා තිබීම. [213,1157,391,1167]
qualification-list [203,144,390,184]
list-item-alt: සහ ශ්‍රී ලංකා විශ්වවිද්‍යාල ප්‍රතිපාදන කොමිෂන් සභාව විසින් පිළිගත් ගණකාධිකරණය හෝ මූල්‍යය පිළිබඳ පශ්චාත් උපාධි සුදුසුකමක් (වාණිජපති) හෝ පිළිගත් වෘත්තීය ආයතනයකින් (ACCA, CIMA, CMA, ICASL) ආශ්‍රිත සාමාජිකත්වයක් ලබා තිබීම [26,699,195,724]
option-line: (පහත 1 හෝ 2 ) [210,929,242,934]
job-heading [203,915,390,921]
qualification-list [594,284,781,375]
job-number: 9. [398,134,404,140]
job-number: 17. [8,831,16,837]
list-item: 1. ශ්‍රී ලංකාවේ විශ්වවිද්‍යාල ප්‍රතිපාදන කොමිෂන් සභාව විසින් පිළිගත්, 1 වන හෝ 2 වන පංතියේ සාමාර්ථයක් සහිත විද්‍යාව/ඉංජිනේරු විද්‍යාව පිළිබඳ විද්‍යාවේදී විශේෂ උපාධියක් (වසර 04) ලබා තිබීම [17,200,195,211]
qualification-list [8,408,195,521]
job-title: පර්යේෂණ විද්‍යාඥ (AR 1) [213,362,274,368]
qualification-text: අ.පො.ස. (සා/පෙ) විභාගයෙන් විෂයයන් හයක් සමත් වීම සහ පරිගණක ක්‍රියාකරණය පිළිබඳ සහතිකපත්‍රයක් ලබා තිබීම. [213,1048,391,1059]
list-item-alt: සහ විශ්වවිද්‍යාල ප්‍රතිපාදන කොමිෂන් සභාව විසින් පිළිගත්, විද්‍යාව පිළිබඳ පශ්චාත් උපාධියක් (පර්යේෂණ) ලබා තිබීම සහ මූලික උපාධියෙන් පසු, සංස්ථාවක, ව්‍යවස්ථාපිත මණ්ඩලයක/ආයතනයක හෝ පිළිගත් පුද්ගලික ආයතනයක කළමනාකරණ මට්ටමේ තනතුරක අවම වශයෙන් වසර 15 ක අදාළ පලපුරුද්ද ලබා තිබීම. [26,422,195,462]
qualification-list [203,235,390,280]
job-number: 29. [203,1009,211,1015]
qualification-label: අවම සුදුසුකම්/පළපුරුද්ද [15,531,56,537]
list-item: 2. ශ්‍රී ලංකාවේ විශ්වවිද්‍යාල ප්‍රතිපාදන කොමිෂන් සභාව විසින් පිළිගත් කළමනාකරණය පිළිබඳ පශ්චාත් උපාධියක් ලබා තිබීම සහ උපාධියෙන් පසු අදාළ ක්ෂේත්‍රය තුළ වසර 03 ක පලපුරුද්ද ලබා තිබීම. [213,462,391,473]
job-title: ප්‍රාථමික මට්ටම- අර්ධ පුහුණු (PL 2 – III) [409,764,504,770]
age-row: PL 3 -III වයස අවුරුදු 18 ට නොඅඩු සහ අවුරුදු 45 ට නොවැඩි විය යුතුය [406,869,544,874]
job-heading [203,1088,390,1094]
qualification-text: අ.පො.ස. (සා/පෙ) විභාගයෙන් විෂයයන් හයක් සමත් වීම සහ එක් එක් තනතුරට ගිමි කාර්යයන්ට අදාළව තාතීය සහ වෘත්තීය අධ්‍යාපන කොමිෂන් සභාව විසින් පිළිගත් තාක්ෂණික/වෘත්තීය පුහුණු ආයතනයක් විසින් නිකුත් කළ ජාතික වෘත්තීය සුදුසුකමේ 2වන මට්ටමට නොඅඩු ජාතික වෘත්තීය පුහුණු සුදුසුකම ලබා සිටීම. [408,778,586,795]
job-heading [203,1142,390,1148]
qualification-label: අවම සුදුසුකම්/පළපුරුද්ද [15,186,56,192]
age-row: HM 1-1 වයස අවුරුදු 35 ට නොඅඩු සහ අවුරුදු 55 ට නොවැඩි විය යුතුය [406,821,544,826]
qualification-label: අවම සුදුසුකම්/පළපුරුද්ද [15,394,56,399]
list-item: 2. අලෙවිකරණය පිළිබඳ වරලත් ආයතනයේ අත්තර් මධ්‍යම විභාගය සමත්ව තිබීම සහ ඉන් පසු තනතුරට අදාළ ක්ෂේත්‍රය තුළ අවම වශයෙන් වසර තුනක (03) පලපුරුද්ද. [17,816,195,826]
age-row: AR 1 වයස අවුරුදු 22 ට නොඅඩු සහ අවුරුදු 45 ට නොවැඩි විය යුතුය [406,835,544,840]
qualification-label: අවම සුදුසුකම්/පළපුරුද්ද [406,142,447,147]
qualification-text: අ.පො.ස. (සා/පෙ) විභාගයෙන් විෂයයන් හයක් සමත් වීම සහ එක් එක් තනතුරට ගිමි කාර්යයන්ට අදාළව තාතීය සහ වෘත්තීය අධ්‍යාපන කොමිෂන් සභාව විසින් පිළිගත් තාක්ෂණික/වෘත්තීය පුහුණු ආයතනයක් විසින් නිකුත් කළ ජාතික වෘත්තීය සුදුසුකමේ 2වන මට්ටමට නොඅඩු ජාතික වෘත්තීය පුහුණු සුදුසුකම ලබා සිටීම. [603,778,781,795]
signoff-website[interactable]: www.iti.lk [594,1249,617,1255]
job-number: 26. [203,879,211,884]
qualification-text: &RT - ශාක සංරක්ෂණ, RT – ආහාර තාක්ෂණය, RT - ද්‍රව්‍ය තාක්ෂණය, RT – ජෛව තාක්ෂණය, RT - කාර්මික මිනුම් විද්‍යාව [17,990,195,1001]
job-subtitle: විද්‍යාගාර සහායක [406,771,436,777]
qualification-list [594,222,781,260]
qualification-label: අවම සුදුසුකම්/පළපුරුද්ද [210,221,252,226]
qualification-label: අවම සුදුසුකම්/පළපුරුද්ද [406,247,447,252]
job-title: පර්යේෂණ ඉංජිනේරු (AR 1) [408,134,474,140]
qualification-text: ශ්‍රී ලංකාවේ විශ්වවිද්‍යාල ප්‍රතිපාදන කොමිෂන් සභාව විසින් පිළිගත් විද්‍යාව/වාණිජ්‍යය/කළමනාකරණය පිළිබඳ මූලික උපාධියක් ලබා තිබීම සහ උපාධියෙන් පසු තනතුරට අදාළ ක්ෂේත්‍රය තුළ වසර තුනක (03) පලපුරුද්ද. [408,193,586,204]
column-3 [395,128,590,731]
masthead [3,2,786,125]
qualification-text: අ.පො.ස. (සා/පෙ) විභාගයෙන් විෂයයන් හයක් සමත් වීම සහ වලංගු රියදුරු බලපත්‍රයක් ලබා තිබීම. [213,1024,368,1029]
list-item: 1. ශ්‍රී ලංකාවේ විශ්වවිද්‍යාල ප්‍රතිපාදන කොමිෂන් සභාව විසින් පිළිගත්, විද්‍යාව, ඉංජිනේරු විද්‍යාව හෝ තාක්ෂණවේදය පිළිබඳ මූලික උපාධිය සහ උපාධියෙන් පසු තනතුරට අදාළ ආශ්‍රිත ක්ෂේත්‍ර තුළ වසර එකක (01) පලපුරුද්ද. [603,285,781,302]
list-item-alt: සහ ශ්‍රී ලංකා විශ්වවිද්‍යාල ප්‍රතිපාදන කොමිෂන් සභාව විසින් පිළිගත් ගණකාධිකරණය හෝ මූල්‍යය පිළිබඳ පශ්චාත් උපාධි සුදුසුකමක් (වාණිජපති) හෝ පිළිගත් වෘත්තීය ආයතනයකින් (ACCA, CIMA, CMA, ICASL) ආශ්‍රිත සාමාජිකත්වයක් ලබා තිබීම සහ මූලික උපාධියෙන් පසු, සංස්ථාවක, ව්‍යවස්ථාපිත මණ්ඩලයක/ආයතනයක හෝ පිළිගත් පුද්ගලික ආයතනයක කළමනාකරණ මට්ටමේ තනතුරක අවම වශයෙන් වසර 15 ක විගණන/ගිණුම්/මූල්‍ය කළමනාකරණ පලපුරුද්ද ලබා තිබීම. [26,559,195,612]
list-item: 2. අ.පො.ස. (සා/පෙ) විභාගයෙන් විෂයයන් හයක් සමත් වීම සහ පුස්තකාල ක්ෂේත්‍රයේ වසර තුනක (03) පලපුරුද්ද ලබා තිබීම. [213,950,391,961]
age-row: HM 2-1 වයස අවුරුදු 35 ට නොඅඩු සහ අවුරුදු 55 ට නොවැඩි විය යුතුය [406,808,544,813]
list-item: 2. ශ්‍රී ලංකාවේ විශ්වවිද්‍යාල ප්‍රතිපාදන කොමිෂන් සභාව විසින් පිළිගත්, විද්‍යාවේදී විශේෂ උපාධියක් (වසර 04) හෝ 1 වන හෝ 2 වන පංතියේ සාමාර්ථයක් සහිත විද්‍යාවේදී උපාධියක් (වසර 04) හෝ 1 වන හෝ 2 වන පංතියේ සාමාර්ථයක් සහිතව විද්‍යාව පිළිබඳ විද්‍යාවේදී (වසර 03) උපාධියක් ලබා තිබීම [17,465,195,482]
job-number: 13. [8,738,16,744]
national-emblem-icon [10,6,68,120]
job-number: 28. [203,965,211,971]
